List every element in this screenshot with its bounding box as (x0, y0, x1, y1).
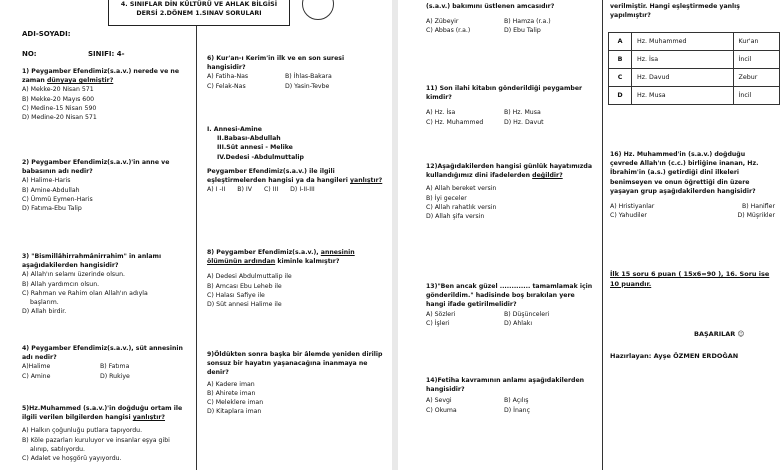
question-14 (426, 376, 596, 415)
q15-b-key[interactable]: B (609, 51, 632, 69)
question-9 (207, 350, 383, 416)
q13-option-d[interactable]: D) Ahlakı (504, 319, 533, 327)
q10-option-d[interactable]: D) Ebu Talip (504, 27, 541, 35)
q16-option-d[interactable]: D) Müşrikler (737, 212, 775, 220)
q3-stem: 3) "Bismillâhirrahmânirrahim" in anlamı aşağıdakilerden hangisidir? (22, 253, 162, 270)
question-15 (610, 2, 775, 20)
q4-option-c[interactable]: C) Amine (22, 372, 51, 380)
q3-option-b[interactable]: B) Allah yardımcın olsun. (22, 280, 100, 288)
q7-item-3: III.Süt annesi - Melike (217, 144, 293, 152)
good-luck-text: BAŞARILAR ☺ (694, 330, 745, 338)
q15-d-prophet: Hz. Musa (632, 87, 734, 105)
q14-option-c[interactable]: C) Okuma (426, 406, 457, 414)
q15-a-key[interactable]: A (609, 33, 632, 51)
q14-option-a[interactable]: A) Sevgi (426, 397, 452, 405)
q6-option-c[interactable]: C) Felak-Nas (207, 82, 246, 90)
q8-stem-underline: annesinin ölümünün ardından (207, 249, 355, 266)
q16-stem: 16) Hz. Muhammed'in (s.a.v.) doğduğu çevrede Allah'ın (c.c.) birliğine inanan, Hz. İbrahim'in (a.s.) getirdiği dinî ilkeleri benimseyen ve onun öğrettiği din üzere yaşayan grup aşağıdakilerden hangisidir? (610, 151, 759, 195)
exam-header (108, 0, 290, 26)
q3-option-c[interactable]: C) Rahman ve Rahim olan Allah'ın adıyla (22, 289, 148, 297)
q6-option-b[interactable]: B) İhlas-Bakara (285, 73, 332, 81)
question-1 (22, 67, 188, 122)
q9-option-c[interactable]: C) Meleklere iman (207, 399, 264, 407)
q7-option-a[interactable]: A) I -II (207, 186, 226, 194)
q13-stem: 13)"Ben ancak güzel ............. tamamlamak için gönderildim." hadisinde boş bırakılan yere hangi ifade getirilmelidir? (426, 283, 593, 309)
q8-option-d[interactable]: D) Süt annesi Halime ile (207, 301, 282, 309)
question-6 (207, 54, 383, 91)
q4-stem: 4) Peygamber Efendimiz(s.a.v.), süt annesinin adı nedir? (22, 345, 183, 362)
q5-stem-underline: yanlıştır? (132, 414, 166, 422)
q8-option-c[interactable]: C) Halası Safiye ile (207, 291, 265, 299)
author-text: Hazırlayan: Ayşe ÖZMEN ERDOĞAN (610, 352, 739, 360)
header-line1: 4. SINIFLAR DİN KÜLTÜRÜ VE AHLAK BİLGİSİ (120, 1, 278, 8)
q13-option-c[interactable]: C) İşleri (426, 319, 450, 327)
q12-option-c[interactable]: C) Allah rahatlık versin (426, 203, 497, 211)
q15-d-key[interactable]: D (609, 87, 632, 105)
q15-c-key[interactable]: C (609, 69, 632, 87)
q8-stem: 8) Peygamber Efendimiz(s.a.v.), (207, 249, 321, 256)
q6-stem: 6) Kur'an-ı Kerim'in ilk ve en son suresi hangisidir? (207, 55, 345, 72)
q1-stem-underline: dünyaya gelmiştir? (46, 77, 114, 85)
q10-option-a[interactable]: A) Zübeyir (426, 18, 459, 26)
q15-a-book: Kur'an (733, 33, 779, 51)
q5-option-a[interactable]: A) Halkın çoğunluğu putlara tapıyordu. (22, 427, 143, 435)
q1-stem: 1) Peygamber Efendimiz(s.a.v.) nerede ve ne zaman (22, 68, 180, 85)
q14-stem: 14)Fetiha kavramının anlamı aşağıdakilerden hangisidir? (426, 377, 585, 394)
question-12 (426, 162, 596, 221)
q7-option-b[interactable]: B) IV (237, 186, 252, 194)
q2-option-c[interactable]: C) Ümmü Eymen-Haris (22, 195, 93, 203)
q12-option-a[interactable]: A) Allah bereket versin (426, 185, 497, 193)
q12-option-d[interactable]: D) Allah şifa versin (426, 213, 485, 221)
q12-option-b[interactable]: B) İyi geceler (426, 194, 467, 202)
question-8 (207, 248, 383, 309)
q4-option-a[interactable]: A)Halime (22, 363, 51, 371)
q14-option-d[interactable]: D) İnanç (504, 406, 531, 414)
q11-option-b[interactable]: B) Hz. Musa (504, 109, 541, 117)
question-10 (426, 2, 596, 36)
q10-option-b[interactable]: B) Hamza (r.a.) (504, 18, 551, 26)
q2-option-b[interactable]: B) Amine-Abdullah (22, 186, 80, 194)
question-5 (22, 404, 188, 463)
q7-option-c[interactable]: C) III (263, 186, 279, 194)
question-7 (207, 125, 383, 194)
q5-option-c[interactable]: C) Adalet ve hoşgörü yayıyordu. (22, 455, 122, 463)
q15-a-prophet: Hz. Muhammed (632, 33, 734, 51)
q3-option-a[interactable]: A) Allah'ın selamı üzerinde olsun. (22, 271, 125, 279)
column-divider-2 (602, 0, 603, 470)
q13-option-a[interactable]: A) Sözleri (426, 310, 456, 318)
q5-option-b-cont: alınıp, satılıyordu. (30, 445, 86, 453)
column-divider (196, 26, 197, 470)
table-row (609, 69, 780, 87)
question-13 (426, 282, 596, 328)
q15-b-prophet: Hz. İsa (632, 51, 734, 69)
no-label: NO: (22, 50, 37, 58)
q8-stem-end: kiminle kalmıştır? (275, 258, 340, 266)
q15-stem: verilmiştir. Hangi eşleştirmede yanlış yapılmıştır? (610, 3, 740, 20)
question-16 (610, 150, 775, 220)
name-label: ADI-SOYADI: (22, 30, 71, 38)
q6-option-a[interactable]: A) Fatiha-Nas (207, 73, 249, 81)
q16-option-b[interactable]: B) Hanifler (742, 203, 775, 211)
q2-option-a[interactable]: A) Halime-Haris (22, 177, 71, 185)
q11-stem: 11) Son ilahi kitabın gönderildiği peygamber kimdir? (426, 85, 583, 102)
q7-stem-underline: yanlıştır? (350, 177, 383, 185)
q15-b-book: İncil (733, 51, 779, 69)
q11-option-d[interactable]: D) Hz. Davut (504, 118, 544, 126)
q12-stem: 12)Aşağıdakilerden hangisi günlük hayatımızda kullandığımız dini ifadelerden (426, 163, 593, 180)
q11-option-c[interactable]: C) Hz. Muhammed (426, 118, 484, 126)
q10-option-c[interactable]: C) Abbas (r.a.) (426, 27, 471, 35)
q16-option-a[interactable]: A) Hristiyanlar (610, 203, 655, 211)
q7-item-4: IV.Dedesi -Abdulmuttalip (217, 153, 304, 161)
q15-c-prophet: Hz. Davud (632, 69, 734, 87)
q5-option-b[interactable]: B) Köle pazarları kuruluyor ve insanlar eşya gibi (22, 436, 170, 444)
q15-table (608, 32, 780, 105)
q7-option-d[interactable]: D) I-II-III (290, 186, 315, 194)
q3-option-d[interactable]: D) Allah birdir. (22, 308, 67, 316)
q8-option-b[interactable]: B) Amcası Ebu Leheb ile (207, 282, 282, 290)
q8-option-a[interactable]: A) Dedesi Abdulmuttalip ile (207, 273, 292, 281)
question-3 (22, 252, 188, 316)
question-2 (22, 158, 188, 213)
q13-option-b[interactable]: B) Düşünceleri (504, 310, 550, 318)
q1-option-b[interactable]: B) Mekke-20 Mayıs 600 (22, 95, 95, 103)
q2-option-d[interactable]: D) Fatıma-Ebu Talip (22, 205, 82, 213)
q7-stem: Peygamber Efendimiz(s.a.v.) ile ilgili eşleştirmelerden hangisi ya da hangileri (207, 167, 351, 185)
q1-option-a[interactable]: A) Mekke-20 Nisan 571 (22, 86, 94, 94)
scoring-note: İlk 15 soru 6 puan ( 15x6=90 ), 16. Soru ise 10 puandır. (610, 270, 770, 288)
q4-option-b[interactable]: B) Fatıma (100, 363, 130, 371)
question-4 (22, 344, 188, 381)
q9-stem: 9)Öldükten sonra başka bir âlemde yeniden dirilip sonsuz bir hayatın yaşanacağına inanmaya ne denir? (207, 351, 383, 377)
q9-option-d[interactable]: D) Kitaplara iman (207, 408, 262, 416)
table-row (609, 51, 780, 69)
class-label: SINIFI: 4- (88, 50, 125, 58)
q1-option-c[interactable]: C) Medine-15 Nisan 590 (22, 104, 97, 112)
question-11 (426, 84, 596, 127)
q11-option-a[interactable]: A) Hz. İsa (426, 109, 456, 117)
q9-option-b[interactable]: B) Ahirete iman (207, 389, 256, 397)
exam-page-2 (398, 0, 780, 470)
q5-stem: 5)Hz.Muhammed (s.a.v.)'in doğduğu ortam ile ilgili verilen bilgilerden hangisi (22, 405, 183, 422)
q10-stem: (s.a.v.) bakımını üstlenen amcasıdır? (426, 3, 555, 10)
q7-item-1: I. Annesi-Amine (207, 126, 262, 133)
q4-option-d[interactable]: D) Rukiye (100, 372, 130, 380)
q2-stem: 2) Peygamber Efendimiz(s.a.v.)'in anne ve babasının adı nedir? (22, 159, 170, 176)
table-row (609, 87, 780, 105)
q14-option-b[interactable]: B) Açılış (504, 397, 529, 405)
q16-option-c[interactable]: C) Yahudiler (610, 212, 647, 220)
table-row (609, 33, 780, 51)
score-circle (302, 0, 334, 20)
header-line2: DERSİ 2.DÖNEM 1.SINAV SORULARI (136, 9, 262, 17)
q7-item-2: II.Babası-Abdullah (217, 135, 281, 143)
q1-option-d[interactable]: D) Medine-20 Nisan 571 (22, 114, 97, 122)
q9-option-a[interactable]: A) Kadere iman (207, 380, 255, 388)
q6-option-d[interactable]: D) Yasin-Tevbe (285, 82, 330, 90)
q3-option-c-cont: başlarım. (30, 299, 59, 307)
q12-stem-underline: değildir? (532, 172, 563, 180)
q15-d-book: İncil (733, 87, 779, 105)
q15-c-book: Zebur (733, 69, 779, 87)
